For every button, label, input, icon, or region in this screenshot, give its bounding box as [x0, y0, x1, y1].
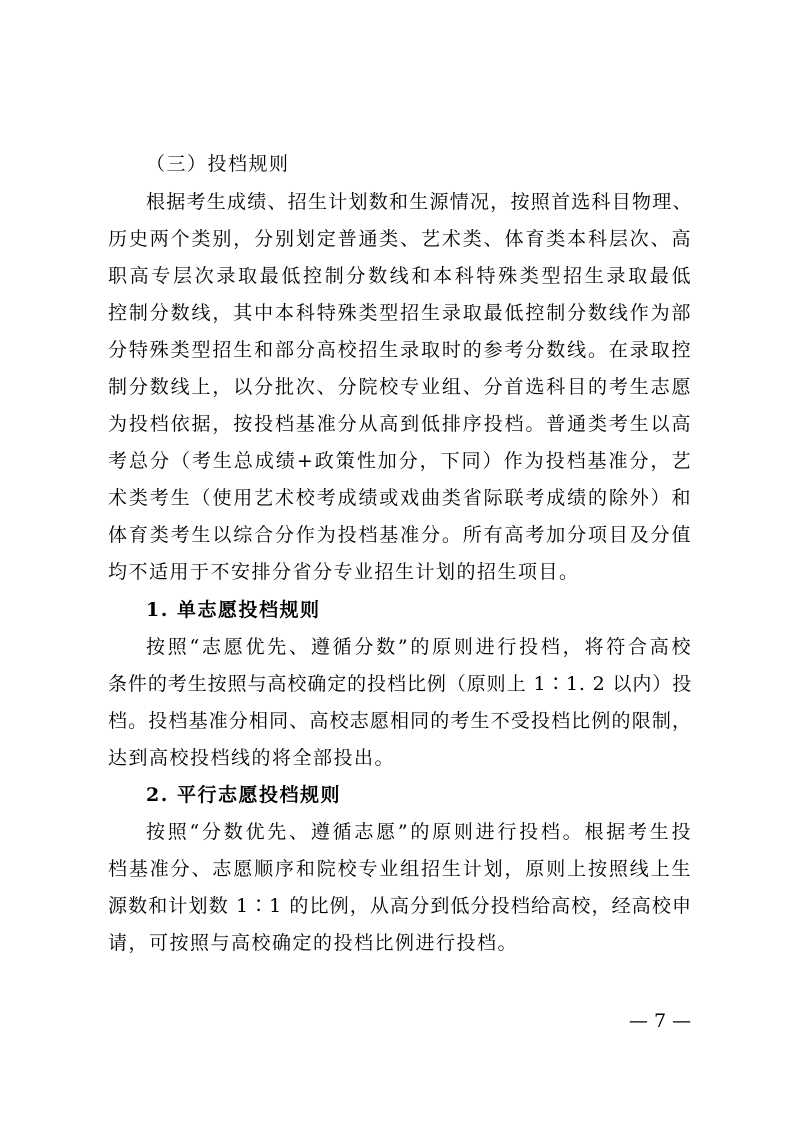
- intro-line: 控制分数线，其中本科特殊类型招生录取最低控制分数线作为部: [108, 302, 692, 324]
- rule1-line: 条件的考生按照与高校确定的投档比例（原则上 1∶1. 2 以内）投: [108, 673, 692, 695]
- intro-line: 分特殊类型招生和部分高校招生录取时的参考分数线。在录取控: [108, 339, 692, 361]
- rule1-heading: 1. 单志愿投档规则: [146, 599, 321, 621]
- intro-line: 术类考生（使用艺术校考成绩或戏曲类省际联考成绩的除外）和: [108, 487, 692, 509]
- intro-line: 根据考生成绩、招生计划数和生源情况，按照首选科目物理、: [146, 191, 693, 213]
- page-number: — 7 —: [628, 1010, 692, 1032]
- intro-line: 考总分（考生总成绩+政策性加分，下同）作为投档基准分，艺: [108, 450, 692, 472]
- rule2-line: 源数和计划数 1∶1 的比例，从高分到低分投档给高校，经高校申: [108, 895, 692, 917]
- intro-line: 制分数线上，以分批次、分院校专业组、分首选科目的考生志愿: [108, 376, 692, 398]
- rule1-line: 达到高校投档线的将全部投出。: [108, 747, 396, 769]
- rule1-line: 档。投档基准分相同、高校志愿相同的考生不受投档比例的限制，: [108, 710, 692, 732]
- rule2-heading: 2. 平行志愿投档规则: [146, 784, 341, 806]
- rule1-line: 按照“志愿优先、遵循分数”的原则进行投档，将符合高校: [146, 636, 692, 658]
- rule2-line: 请，可按照与高校确定的投档比例进行投档。: [108, 932, 519, 954]
- intro-line: 体育类考生以综合分作为投档基准分。所有高考加分项目及分值: [108, 524, 692, 546]
- intro-line: 职高专层次录取最低控制分数线和本科特殊类型招生录取最低: [108, 265, 692, 287]
- rule2-line: 按照“分数优先、遵循志愿”的原则进行投档。根据考生投: [146, 821, 692, 843]
- rule2-line: 档基准分、志愿顺序和院校专业组招生计划，原则上按照线上生: [108, 858, 692, 880]
- intro-line: 为投档依据，按投档基准分从高到低排序投档。普通类考生以高: [108, 413, 692, 435]
- intro-line: 历史两个类别，分别划定普通类、艺术类、体育类本科层次、高: [108, 228, 692, 250]
- section-heading: （三）投档规则: [146, 153, 290, 175]
- intro-line: 均不适用于不安排分省分专业招生计划的招生项目。: [108, 561, 580, 583]
